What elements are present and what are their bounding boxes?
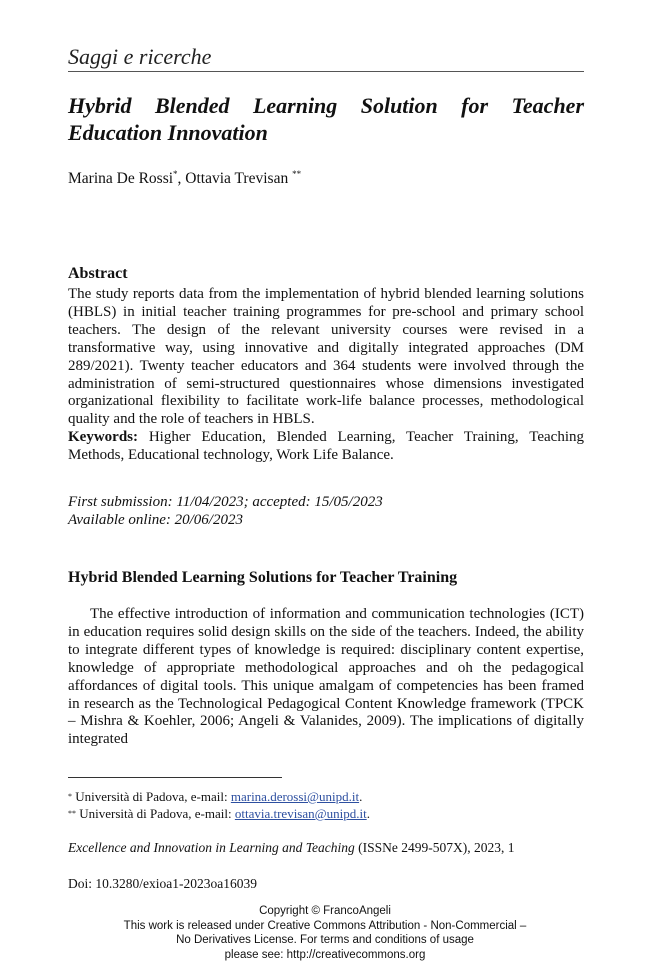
keywords-label: Keywords: [68, 429, 138, 446]
footnote-text: Università di Padova, e-mail: [72, 789, 231, 804]
footnote-mark: * [68, 792, 72, 801]
footnote-end: . [366, 806, 370, 821]
license-url-line[interactable]: please see: http://creativecommons.org [224, 948, 426, 961]
footnote-text: Università di Padova, e-mail: [76, 806, 235, 821]
doi[interactable]: Doi: 10.3280/exioa1-2023oa16039 [68, 876, 257, 891]
journal-details: (ISSNe 2499-507X), 2023, 1 [354, 840, 515, 855]
email-link[interactable]: marina.derossi@unipd.it [230, 789, 360, 804]
footnote-item [68, 805, 370, 822]
submission-dates [68, 493, 383, 529]
section-label: Saggi e ricerche [68, 44, 212, 69]
affiliation-mark[interactable]: ** [292, 169, 302, 179]
footnotes [68, 788, 370, 822]
license-line: This work is released under Creative Commons Attribution - Non-Commercial – [123, 919, 527, 932]
body-paragraph: The effective introduction of information and communication technologies (ICT) in education requires solid design skills on the side of the teachers. Indeed, the ability to integrate different types of knowledge is required: disciplinary content expertise, knowledge of appropriate methodological approaches and oh the pedagogical affordances of digital tools. This unique amalgam of competencies has been framed in research as the Technological Pedagogical Content Knowledge framework (TPCK – Mishra & Koehler, 2006; Angeli & Valanides, 2009). The implications of digitally integrated [68, 606, 584, 748]
journal-name: Excellence and Innovation in Learning and Teaching [68, 840, 355, 855]
abstract-body [68, 286, 584, 465]
footnote-end: . [359, 789, 363, 804]
footnote-rule [68, 777, 282, 778]
keywords-text: Higher Education, Blended Learning, Teacher Training, Teaching Methods, Educational technology, Work Life Balance. [68, 429, 585, 464]
author-name[interactable]: Ottavia Trevisan [185, 170, 289, 187]
abstract-heading: Abstract [68, 265, 128, 282]
submission-date: First submission: 11/04/2023; accepted: 15/05/2023 [68, 494, 383, 510]
article-title: Hybrid Blended Learning Solution for Teacher Education Innovation [68, 93, 584, 145]
online-date: Available online: 20/06/2023 [68, 512, 243, 528]
copyright-line: Copyright © FrancoAngeli [259, 905, 391, 917]
email-link[interactable]: ottavia.trevisan@unipd.it [234, 806, 367, 821]
abstract-text: The study reports data from the implementation of hybrid blended learning solutions (HBLS) in initial teacher training programmes for pre-school and primary school teachers. The design of the relevant university courses were revised in a transformative way, using innovative and digitally integrated approaches (DM 289/2021). Twenty teacher educators and 364 students were involved through the administration of semi-structured questionnaires whose dimensions investigated organizational flexibility to facilitate work-life balance processes, methodological quality and the role of teachers in HBLS. [68, 286, 584, 428]
header-rule [68, 71, 584, 72]
author-name[interactable]: Marina De Rossi [68, 170, 174, 187]
footnote-mark: ** [68, 809, 76, 818]
license-line: No Derivatives License. For terms and conditions of usage [176, 934, 474, 947]
license-notice [0, 904, 650, 962]
author-line [68, 170, 301, 188]
author-separator: , [177, 170, 186, 187]
footnote-item [68, 788, 370, 805]
section-heading: Hybrid Blended Learning Solutions for Teacher Training [68, 569, 458, 586]
affiliation-mark[interactable]: * [173, 169, 178, 179]
journal-citation [68, 840, 514, 856]
